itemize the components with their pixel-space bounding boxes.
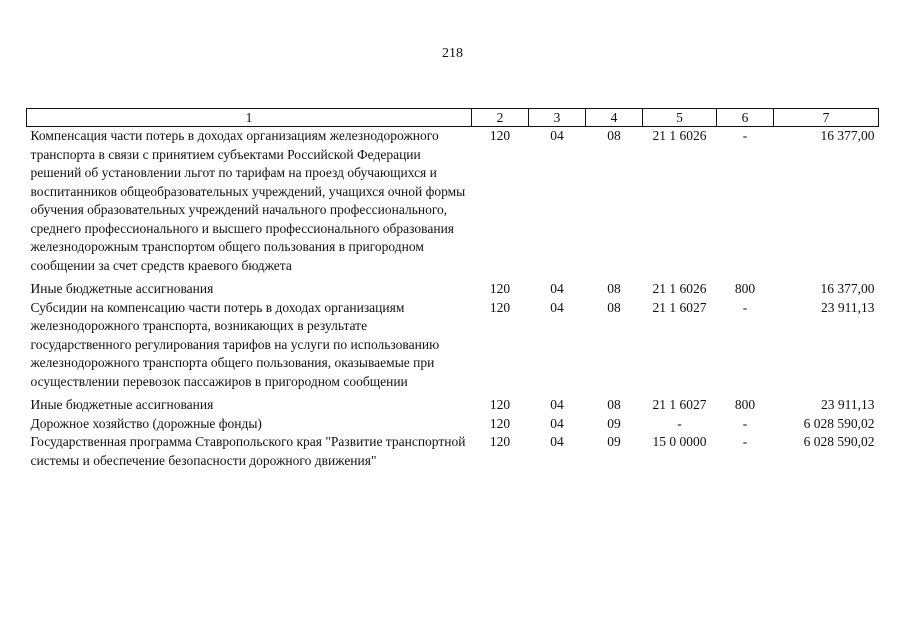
- table-row: [27, 396, 879, 415]
- row-target-code: 21 1 6027: [652, 299, 707, 315]
- column-header-6: 6: [717, 109, 774, 127]
- row-ministry-code: 120: [489, 281, 511, 296]
- row-amount: 23 911,13: [821, 299, 875, 315]
- row-subsection-code: 09: [607, 415, 621, 431]
- row-subsection-code: 08: [607, 128, 621, 143]
- row-section-code: 04: [550, 434, 564, 449]
- column-header-4: 4: [586, 109, 643, 127]
- row-name: Субсидии на компенсацию части потерь в доходах организациям железнодорожного транспорта, возникающих в результате государственного регулирования тарифов на услуги по использованию железнодорожного транспорта общего пользования, оказываемые при осуществлении перевозок пассажиров в пригородном сообщении: [30, 299, 440, 389]
- row-ministry-code: 120: [489, 128, 511, 143]
- row-name: Иные бюджетные ассигнования: [30, 281, 214, 296]
- row-expense-type: 800: [734, 281, 756, 296]
- table-row: [27, 280, 879, 299]
- row-section-code: 04: [550, 128, 564, 143]
- row-name: Государственная программа Ставропольского края "Развитие транспортной системы и обеспечение безопасности дорожного движения": [30, 434, 466, 468]
- row-section-code: 04: [550, 397, 564, 412]
- row-amount: 6 028 590,02: [803, 415, 875, 431]
- row-amount: 16 377,00: [820, 281, 875, 296]
- row-section-code: 04: [550, 299, 564, 315]
- row-amount: 23 911,13: [821, 397, 875, 412]
- column-header-5: 5: [643, 109, 717, 127]
- row-expense-type: -: [742, 299, 748, 315]
- column-header-1: 1: [27, 109, 472, 127]
- table-row: [27, 299, 879, 397]
- row-name: Дорожное хозяйство (дорожные фонды): [30, 415, 262, 431]
- row-name: Иные бюджетные ассигнования: [30, 397, 214, 412]
- table-row: [27, 415, 879, 434]
- row-ministry-code: 120: [489, 299, 511, 315]
- row-subsection-code: 08: [607, 299, 621, 315]
- row-target-code: 21 1 6027: [652, 397, 707, 412]
- row-amount: 6 028 590,02: [803, 434, 875, 449]
- row-ministry-code: 120: [489, 415, 511, 431]
- row-subsection-code: 08: [607, 281, 621, 296]
- column-header-3: 3: [529, 109, 586, 127]
- table-header-row: [27, 109, 879, 127]
- table-row: [27, 433, 879, 470]
- row-expense-type: 800: [734, 397, 756, 412]
- row-target-code: -: [677, 415, 682, 431]
- row-expense-type: -: [742, 128, 748, 143]
- row-subsection-code: 08: [607, 397, 621, 412]
- row-target-code: 15 0 0000: [652, 434, 707, 449]
- row-subsection-code: 09: [607, 434, 621, 449]
- row-target-code: 21 1 6026: [652, 128, 707, 143]
- row-amount: 16 377,00: [820, 128, 875, 143]
- row-ministry-code: 120: [489, 434, 511, 449]
- row-section-code: 04: [550, 281, 564, 296]
- column-header-7: 7: [774, 109, 879, 127]
- column-header-2: 2: [472, 109, 529, 127]
- row-expense-type: -: [742, 415, 748, 431]
- row-section-code: 04: [550, 415, 564, 431]
- row-ministry-code: 120: [489, 397, 511, 412]
- page-number: 218: [442, 46, 463, 61]
- budget-table: [26, 108, 879, 470]
- table-row: [27, 127, 879, 281]
- row-name: Компенсация части потерь в доходах организациям железнодорожного транспорта в связи с принятием субъектами Российской Федерации решений об установлении льгот по тарифам на проезд обучающихся и воспитанников общеобразовательных учреждений, учащихся очной формы обучения образовательных учреждений начального профессионального, среднего профессионального и высшего профессионального образования железнодорожным транспортом общего пользования в пригородном сообщении за счет средств краевого бюджета: [30, 128, 466, 273]
- row-target-code: 21 1 6026: [652, 281, 707, 296]
- row-expense-type: -: [742, 434, 748, 449]
